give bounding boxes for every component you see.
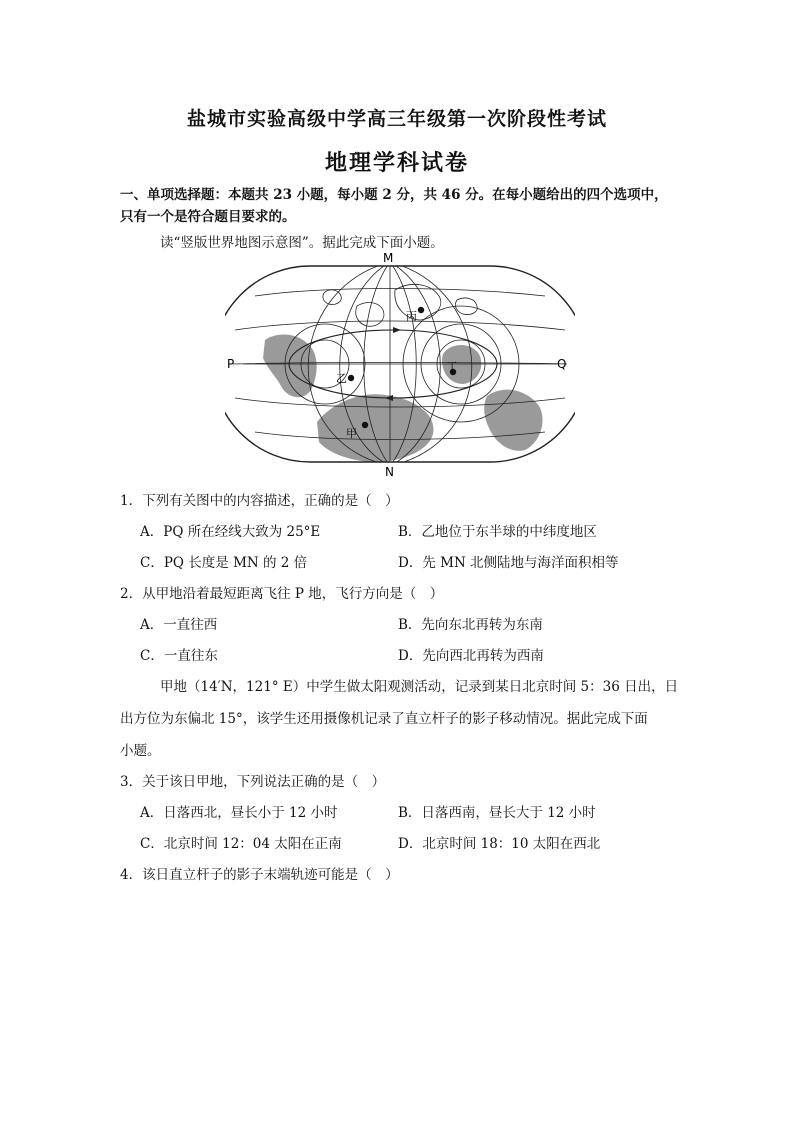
landmass-north-islands xyxy=(356,303,384,327)
label-ding: 丁 xyxy=(447,362,457,373)
question-1-option-b[interactable]: B．乙地位于东半球的中纬度地区 xyxy=(398,524,597,540)
question-3-option-a[interactable]: A．日落西北，昼长小于 12 小时 xyxy=(140,805,338,821)
intro2-line2: 出方位为东偏北 15°，该学生还用摄像机记录了直立杆子的影子移动情况。据此完成下面 xyxy=(120,711,648,727)
question-1-stem: 1．下列有关图中的内容描述，正确的是（ ） xyxy=(120,493,399,509)
arrow-top xyxy=(393,327,401,333)
question-3-option-c[interactable]: C．北京时间 12：04 太阳在正南 xyxy=(140,836,342,852)
world-map-figure xyxy=(225,250,575,478)
point-jia xyxy=(362,422,368,428)
question-2-stem: 2．从甲地沿着最短距离飞往 P 地，飞行方向是（ ） xyxy=(120,586,444,602)
label-jia: 甲 xyxy=(346,427,357,440)
label-yi: 乙 xyxy=(336,372,347,385)
question-1-option-c[interactable]: C．PQ 长度是 MN 的 2 倍 xyxy=(140,555,308,571)
question-3-option-b[interactable]: B．日落西南，昼长大于 12 小时 xyxy=(398,805,596,821)
question-2-option-c[interactable]: C．一直往东 xyxy=(140,648,218,664)
label-n: N xyxy=(385,465,394,478)
map-intro: 读“竖版世界地图示意图”。据此完成下面小题。 xyxy=(160,235,444,251)
intro2-line3: 小题。 xyxy=(120,743,161,759)
label-q: Q xyxy=(557,357,567,371)
intro2-line1: 甲地（14′N，121° E）中学生做太阳观测活动，记录到某日北京时间 5：36 日出，日 xyxy=(160,679,679,695)
question-4-stem: 4．该日直立杆子的影子末端轨迹可能是（ ） xyxy=(120,867,399,883)
question-2-option-a[interactable]: A．一直往西 xyxy=(140,617,218,633)
question-3-option-d[interactable]: D．北京时间 18：10 太阳在西北 xyxy=(398,836,601,852)
label-p: P xyxy=(227,357,235,371)
question-2-option-d[interactable]: D．先向西北再转为西南 xyxy=(398,648,544,664)
exam-title: 盐城市实验高级中学高三年级第一次阶段性考试 xyxy=(186,108,607,130)
point-bing xyxy=(418,307,424,313)
section-heading-line2: 只有一个是符合题目要求的。 xyxy=(120,209,296,225)
landmass-southeast xyxy=(484,390,542,451)
label-m: M xyxy=(383,251,394,265)
landmass-south xyxy=(317,394,433,462)
question-1-option-a[interactable]: A．PQ 所在经线大致为 25°E xyxy=(140,524,321,540)
question-1-option-d[interactable]: D．先 MN 北侧陆地与海洋面积相等 xyxy=(398,555,619,571)
question-2-option-b[interactable]: B．先向东北再转为东南 xyxy=(398,617,543,633)
question-3-stem: 3．关于该日甲地，下列说法正确的是（ ） xyxy=(120,774,386,790)
section-heading-line1: 一、单项选择题：本题共 23 小题，每小题 2 分，共 46 分。在每小题给出的四个选项中， xyxy=(120,187,668,203)
label-bing: 丙 xyxy=(406,310,417,323)
landmass-northeast xyxy=(395,284,441,320)
point-yi xyxy=(348,375,354,381)
subject-title: 地理学科试卷 xyxy=(324,150,469,176)
map-body xyxy=(233,258,567,472)
